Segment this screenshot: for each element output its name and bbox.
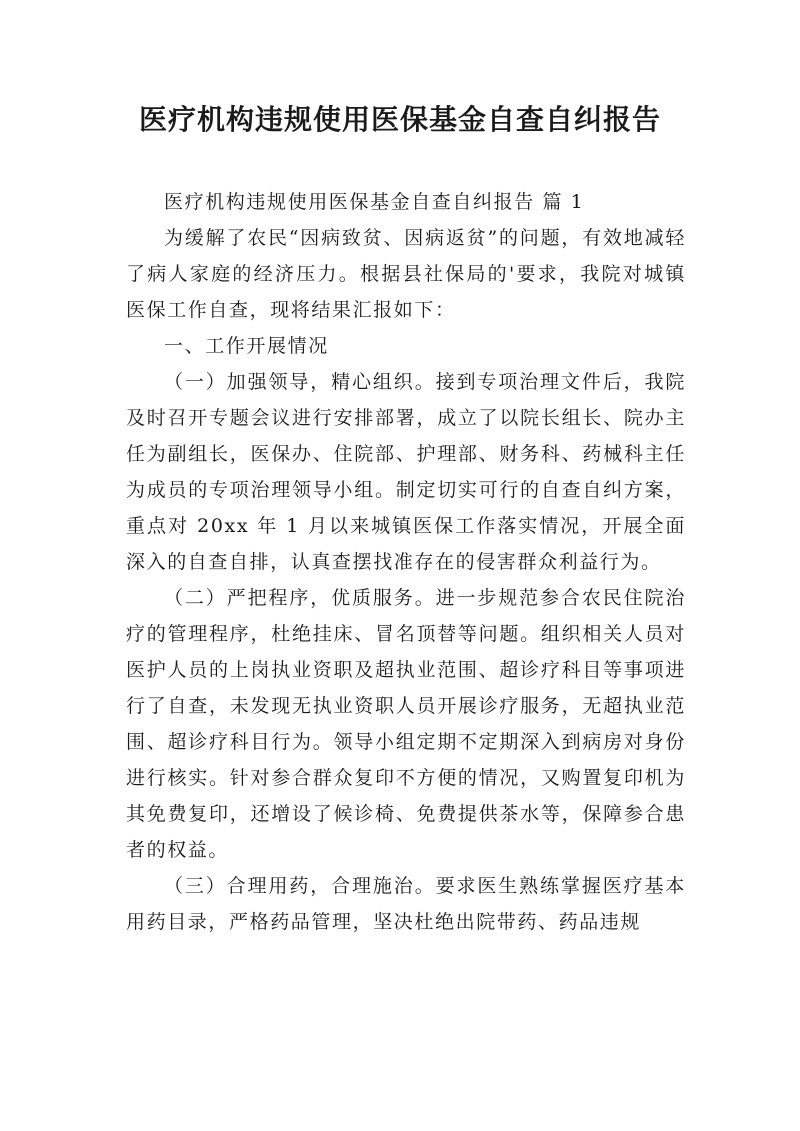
paragraph-procedure: （二）严把程序，优质服务。进一步规范参合农民住院治疗的管理程序，杜绝挂床、冒名顶替等问题。组织相关人员对医护人员的上岗执业资职及超执业范围、超诊疗科目等事项进行了自查，未发现无执业资职人员开展诊疗服务，无超执业范围、超诊疗科目行为。领导小组定期不定期深入到病房对身份进行核实。针对参合群众复印不方便的情况，又购置复印机为其免费复印，还增设了候诊椅、免费提供茶水等，保障参合患者的权益。 [126, 587, 686, 861]
intro-paragraph: 为缓解了农民“因病致贫、因病返贫”的问题，有效地减轻了病人家庭的经济压力。根据县社保局的'要求，我院对城镇医保工作自查，现将结果汇报如下： [126, 227, 686, 321]
paragraph-leadership: （一）加强领导，精心组织。接到专项治理文件后，我院及时召开专题会议进行安排部署，成立了以院长组长、院办主任为副组长，医保办、住院部、护理部、财务科、药械科主任为成员的专项治理领导小组。制定切实可行的自查自纠方案，重点对 20xx 年 1 月以来城镇医保工作落实情况，开展全面深入的自查自排，认真查摆找准存在的侵害群众利益行为。 [126, 371, 686, 573]
document-body [126, 184, 686, 940]
document-title: 医疗机构违规使用医保基金自查自纠报告 [138, 103, 661, 136]
paragraph-medication: （三）合理用药，合理施治。要求医生熟练掌握医疗基本用药目录，严格药品管理，坚决杜绝出院带药、药品违规 [126, 875, 686, 933]
document-subtitle: 医疗机构违规使用医保基金自查自纠报告 篇 1 [164, 191, 585, 213]
section-heading: 一、工作开展情况 [164, 335, 329, 357]
